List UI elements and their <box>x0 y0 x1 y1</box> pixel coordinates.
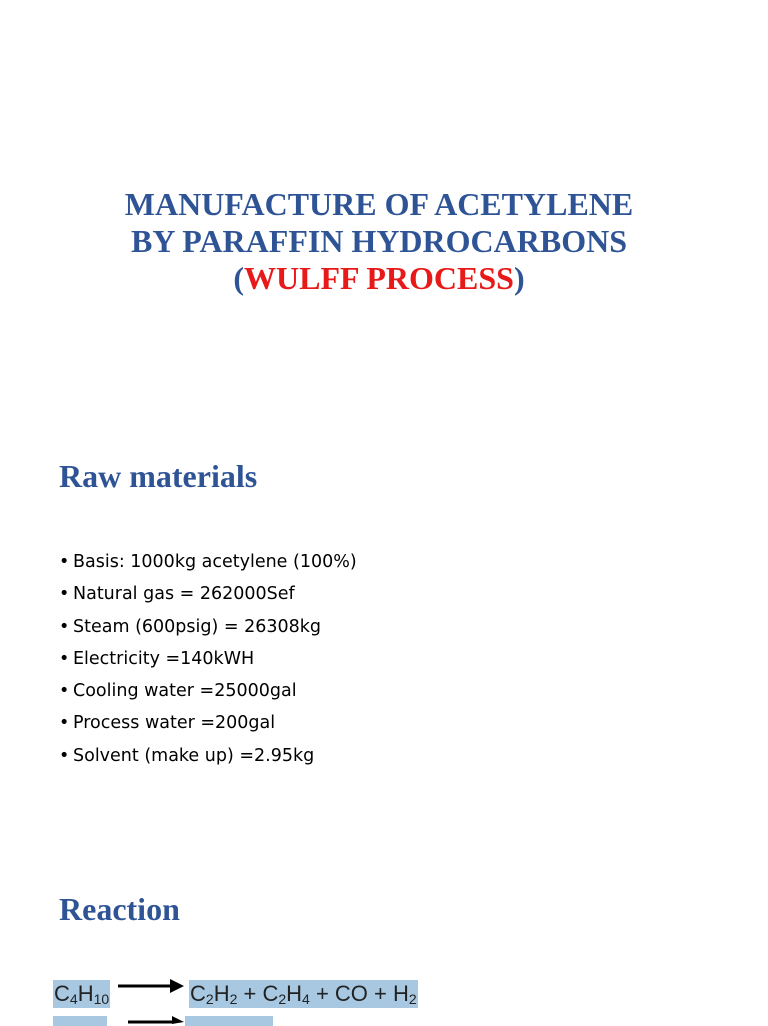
list-item: • Steam (600psig) = 26308kg <box>59 611 357 643</box>
list-item: • Basis: 1000kg acetylene (100%) <box>59 546 357 578</box>
list-item: • Process water =200gal <box>59 707 357 739</box>
list-item: • Natural gas = 262000Sef <box>59 578 357 610</box>
list-item: • Solvent (make up) =2.95kg <box>59 740 357 772</box>
list-item: • Cooling water =25000gal <box>59 675 357 707</box>
equation-2-products-partial <box>185 1016 273 1026</box>
list-item: • Electricity =140kWH <box>59 643 357 675</box>
raw-materials-list <box>59 546 357 772</box>
reaction-arrow-icon <box>118 976 184 996</box>
title-close-paren: ) <box>513 260 525 296</box>
equation-1-products: $C_2H_2 + C_2H_4$ + CO + $H_2$ <box>190 981 417 1007</box>
raw-materials-heading: Raw materials <box>59 458 258 494</box>
reaction-arrow-icon <box>128 1014 184 1024</box>
title-line-3 <box>0 260 758 297</box>
equation-1-reactant: $C_4H_{10}$ <box>54 981 110 1007</box>
title-line-2: BY PARAFFIN HYDROCARBONS <box>131 223 627 259</box>
reaction-heading: Reaction <box>59 891 180 927</box>
slide-title <box>0 186 758 297</box>
equation-2-reactant-partial <box>53 1016 107 1026</box>
title-highlight: WULFF PROCESS <box>244 260 514 296</box>
title-line-1: MANUFACTURE OF ACETYLENE <box>124 186 634 222</box>
title-open-paren: ( <box>233 260 245 296</box>
